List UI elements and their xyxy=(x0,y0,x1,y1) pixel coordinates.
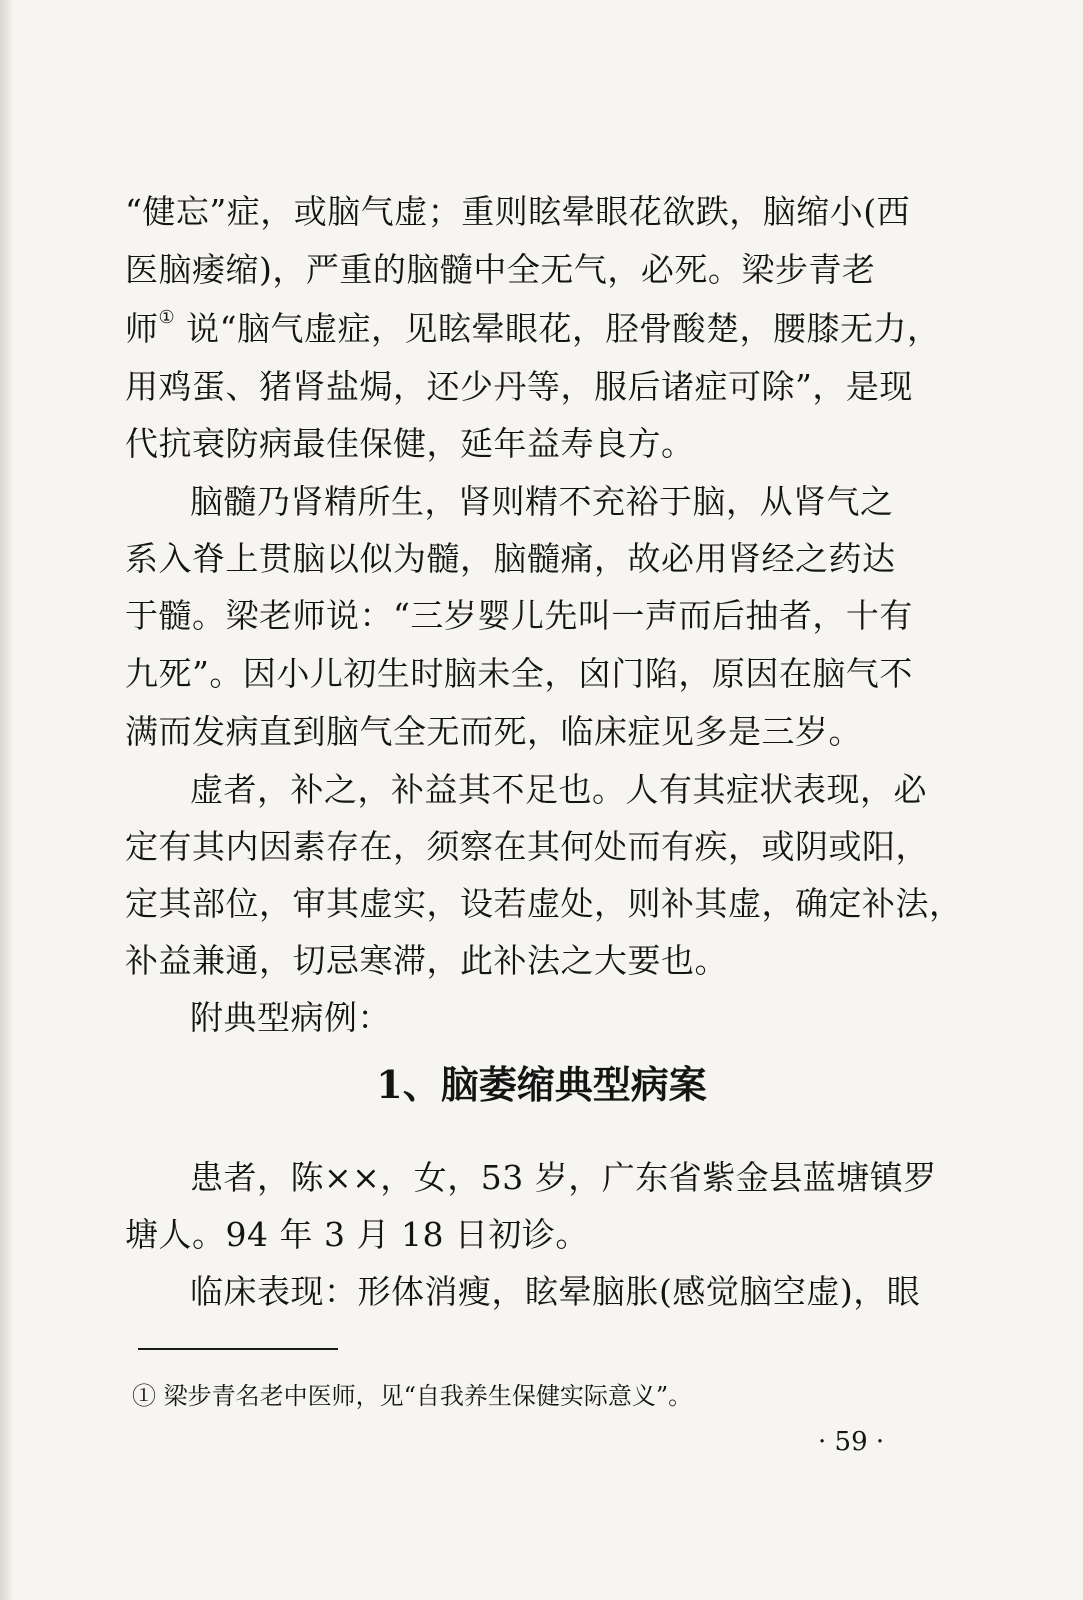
body-line: 于髓。梁老师说：“三岁婴儿先叫一声而后抽者，十有 xyxy=(125,596,913,635)
body-line: 九死”。因小儿初生时脑未全，囟门陷，原因在脑气不 xyxy=(125,654,913,693)
footnote-rule xyxy=(138,1348,338,1350)
body-line: 定其部位，审其虚实，设若虚处，则补其虚，确定补法， xyxy=(125,884,963,923)
case-line: 患者，陈××，女，53 岁，广东省紫金县蓝塘镇罗 xyxy=(190,1158,937,1197)
line-prefix: 师 xyxy=(125,309,159,348)
body-line: 医脑痿缩)，严重的脑髓中全无气，必死。梁步青老 xyxy=(125,250,876,289)
body-line: 代抗衰防病最佳保健，延年益寿良方。 xyxy=(125,424,695,463)
footnote-ref: ① xyxy=(158,307,176,328)
body-line: 系入脊上贯脑以似为髓，脑髓痛，故必用肾经之药达 xyxy=(125,539,896,578)
page-edge-shadow xyxy=(0,0,14,1600)
paragraph-first-line: 脑髓乃肾精所生，肾则精不充裕于脑，从肾气之 xyxy=(190,482,894,521)
section-heading: 1、脑萎缩典型病案 xyxy=(376,1062,707,1107)
page-number: · 59 · xyxy=(818,1427,885,1457)
body-line: 补益兼通，切忌寒滞，此补法之大要也。 xyxy=(125,941,728,980)
footnote: ① 梁步青名老中医师，见“自我养生保健实际意义”。 xyxy=(132,1382,693,1410)
case-line: 临床表现：形体消瘦，眩晕脑胀(感觉脑空虚)，眼 xyxy=(190,1272,921,1311)
body-line: 用鸡蛋、猪肾盐焗，还少丹等，服后诸症可除”，是现 xyxy=(125,367,913,406)
body-line: 定有其内因素存在，须察在其何处而有疾，或阴或阳， xyxy=(125,827,929,866)
body-line xyxy=(125,309,960,349)
line-rest: 说“脑气虚症，见眩晕眼花，胫骨酸楚，腰膝无力， xyxy=(186,309,941,348)
body-line: “健忘”症，或脑气虚；重则眩晕眼花欲跌，脑缩小(西 xyxy=(125,192,911,231)
paragraph-first-line: 虚者，补之，补益其不足也。人有其症状表现，必 xyxy=(190,770,927,809)
body-line: 满而发病直到脑气全无而死，临床症见多是三岁。 xyxy=(125,712,862,751)
case-line: 塘人。94 年 3 月 18 日初诊。 xyxy=(125,1215,589,1254)
paragraph-first-line: 附典型病例： xyxy=(190,998,391,1037)
